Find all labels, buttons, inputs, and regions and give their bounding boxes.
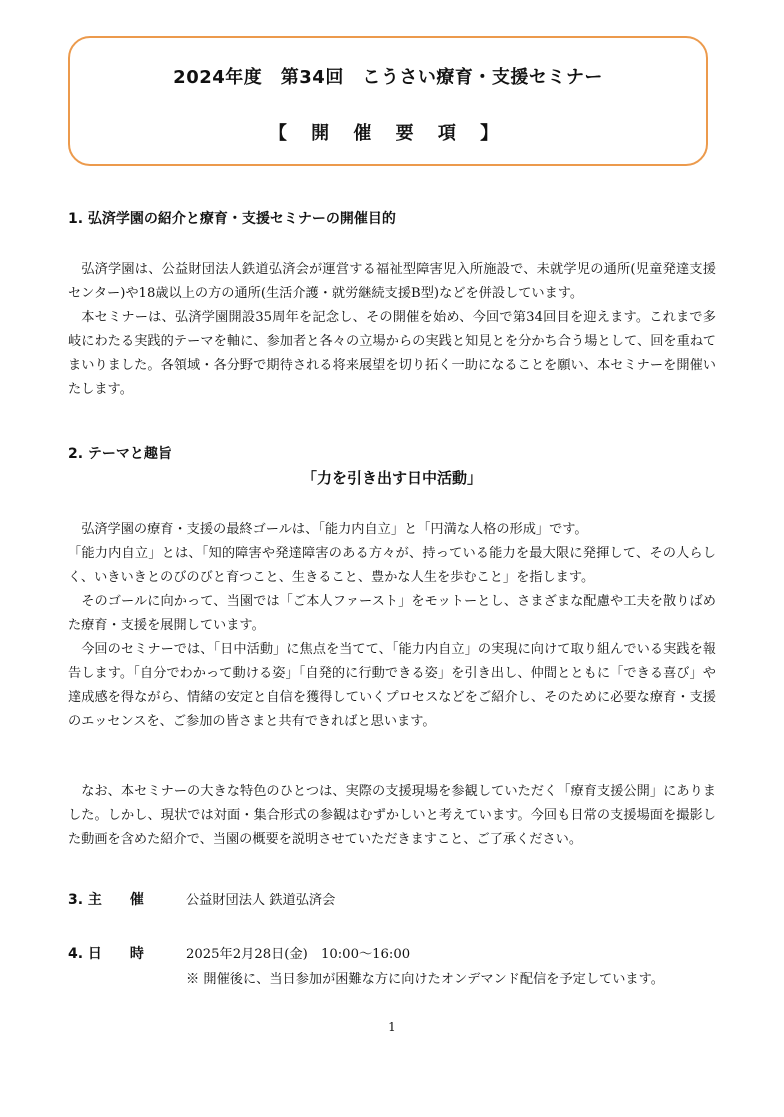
- organizer-value: 公益財団法人 鉄道弘済会: [186, 893, 336, 908]
- section-2-paragraph-3: そのゴールに向かって、当園では「ご本人ファースト」をモットーとし、さまざまな配慮や工夫を散りばめた療育・支援を展開しています。: [68, 594, 716, 633]
- section-1-body: [68, 258, 716, 402]
- section-2-paragraph-5: なお、本セミナーの大きな特色のひとつは、実際の支援現場を参観していただく「療育支援公開」にありました。しかし、現状では対面・集合形式の参観はむずかしいと考えています。今回も日常の支援場面を撮影した動画を含めた紹介で、当園の概要を説明させていただきますこと、ご了承ください。: [68, 784, 716, 847]
- section-2-body: [68, 518, 716, 734]
- section-2-heading: 2. テーマと趣旨: [68, 446, 172, 462]
- title-box: [68, 36, 708, 166]
- section-1-heading: 1. 弘済学園の紹介と療育・支援セミナーの開催目的: [68, 211, 396, 227]
- section-2-extra-body: [68, 780, 716, 852]
- theme-title: 「力を引き出す日中活動」: [301, 469, 482, 487]
- section-1-paragraph-2: 本セミナーは、弘済学園開設35周年を記念し、その開催を始め、今回で第34回目を迎えます。これまで多岐にわたる実践的テーマを軸に、参加者と各々の立場からの実践と知見とを分かち合う場として、回を重ねてまいりました。各領域・各分野で期待される将来展望を切り拓く一助になることを願い、本セミナーを開催いたします。: [68, 310, 716, 397]
- section-2-paragraph-4: 今回のセミナーでは、「日中活動」に焦点を当てて、「能力内自立」の実現に向けて取り組んでいる実践を報告します。「自分でわかって動ける姿」「自発的に行動できる姿」を引き出し、仲間とともに「できる喜び」や達成感を得ながら、情緒の安定と自信を獲得していくプロセスなどをご紹介し、そのために必要な療育・支援のエッセンスを、ご参加の皆さまと共有できればと思います。: [68, 642, 716, 729]
- document-title: 2024年度 第34回 こうさい療育・支援セミナー: [173, 67, 603, 88]
- document-subtitle: 【 開 催 要 項 】: [268, 123, 508, 144]
- section-2-paragraph-2: 「能力内自立」とは、「知的障害や発達障害のある方々が、持っている能力を最大限に発揮して、その人らしく、いきいきとのびのびと育つこと、生きること、豊かな人生を歩むこと」を指します。: [68, 546, 716, 585]
- page-number: 1: [388, 1020, 396, 1034]
- date-value: 2025年2月28日(金) 10:00～16:00: [186, 947, 411, 962]
- section-2-paragraph-1: 弘済学園の療育・支援の最終ゴールは、「能力内自立」と「円満な人格の形成」です。: [81, 522, 588, 537]
- section-1-paragraph-1: 弘済学園は、公益財団法人鉄道弘済会が運営する福祉型障害児入所施設で、未就学児の通所(児童発達支援センター)や18歳以上の方の通所(生活介護・就労継続支援B型)などを併設しています。: [68, 262, 716, 301]
- organizer-label: 3. 主 催: [68, 892, 144, 908]
- on-demand-note: ※ 開催後に、当日参加が困難な方に向けたオンデマンド配信を予定しています。: [186, 972, 664, 987]
- date-label: 4. 日 時: [68, 946, 144, 962]
